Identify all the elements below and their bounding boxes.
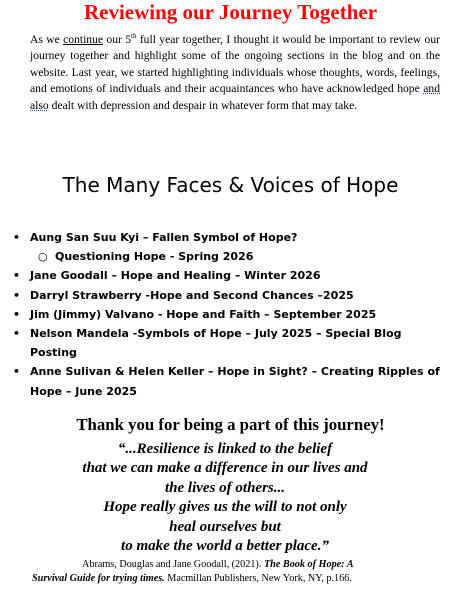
quote-line: the lives of others...	[165, 479, 285, 496]
citation-authors: Abrams, Douglas and Jane Goodall, (2021).	[82, 559, 264, 570]
list-item-text: Questioning Hope - Spring 2026	[55, 250, 254, 264]
list-item	[13, 324, 443, 362]
list-subitem	[13, 247, 443, 266]
bullet-icon: •	[13, 288, 21, 302]
list-item-text: Jim (Jimmy) Valvano - Hope and Faith – September 2025	[30, 307, 377, 321]
intro-and-also: and also	[30, 82, 440, 112]
list-item	[13, 362, 443, 400]
bullet-icon: •	[13, 307, 21, 321]
list-item	[13, 228, 443, 247]
intro-text-4: dealt with depression and despair in whatever form that may take.	[48, 98, 358, 112]
list-item-text: Jane Goodall – Hope and Healing – Winter 2026	[30, 269, 321, 283]
hope-list	[13, 228, 443, 401]
intro-continue-word: continue	[63, 33, 104, 46]
list-item	[13, 266, 443, 285]
quote-line: Hope really gives us the will to not only	[103, 499, 347, 516]
section-heading: The Many Faces & Voices of Hope	[62, 173, 399, 197]
page-title: Reviewing our Journey Together	[83, 0, 378, 24]
citation-line-2	[30, 572, 450, 586]
quote-line: to make the world a better place.”	[121, 538, 329, 555]
citation	[30, 558, 450, 586]
citation-book-title-1: The Book of Hope: A	[263, 559, 354, 570]
quote-block	[40, 440, 410, 556]
intro-text-2: our 5	[103, 33, 132, 46]
list-item	[13, 305, 443, 324]
bullet-icon: •	[13, 231, 21, 244]
citation-line-1	[30, 558, 450, 572]
intro-superscript: th	[131, 32, 137, 41]
intro-paragraph	[30, 32, 440, 114]
list-item-text: Darryl Strawberry -Hope and Second Chances –2025	[30, 288, 354, 302]
bullet-icon: •	[13, 269, 21, 283]
quote-line: heal ourselves but	[169, 518, 281, 535]
bullet-icon: •	[13, 365, 21, 379]
list-item-text: Aung San Suu Kyi – Fallen Symbol of Hope?	[30, 231, 298, 244]
thank-you-heading: Thank you for being a part of this journey!	[76, 415, 385, 434]
list-item-text: Nelson Mandela -Symbols of Hope – July 2025 – Special Blog Posting	[30, 327, 402, 360]
list-item-text: Anne Sulivan & Helen Keller – Hope in Sight? – Creating Ripples of Hope – June 2025	[30, 365, 440, 398]
citation-publisher: Macmillan Publishers, New York, NY, p.166.	[164, 573, 352, 584]
quote-line: that we can make a difference in our lives and	[82, 460, 368, 477]
list-item	[13, 286, 443, 305]
bullet-icon: •	[13, 327, 21, 341]
quote-line: “...Resilience is linked to the belief	[117, 441, 333, 457]
citation-book-title-2: Survival Guide for trying times.	[32, 573, 165, 584]
intro-text-1: As we	[30, 33, 64, 46]
circle-bullet-icon: ○	[38, 250, 48, 264]
intro-text-3: full year together, I thought it would be important to review our journey together and highlight some of the ongoing sections in the blog and on the website. Last year, we started highlighting individuals whose thoughts, words, feelings, and emotions of individuals and their acquaintances who have acknowledged hope	[30, 33, 440, 96]
